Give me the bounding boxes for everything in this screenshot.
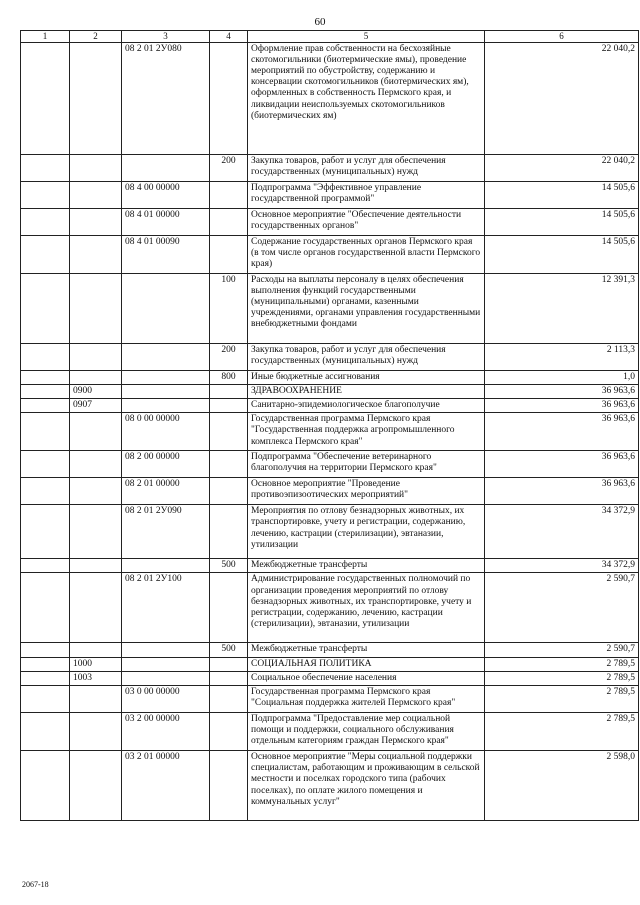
target-article-cell: 03 2 01 00000 — [122, 751, 210, 821]
expense-type-cell — [210, 181, 248, 208]
amount-cell: 34 372,9 — [485, 559, 639, 573]
name-cell: Государственная программа Пермского края "Социальная поддержка жителей Пермского края" — [248, 686, 485, 713]
amount-cell: 1,0 — [485, 370, 639, 384]
target-article-cell — [122, 559, 210, 573]
expense-type-cell: 100 — [210, 273, 248, 343]
table-row — [21, 343, 639, 370]
section-cell — [21, 451, 70, 478]
name-cell: Мероприятия по отлову безнадзорных животных, их транспортировке, учету и регистрации, содержанию, лечению, кастрации (стерилизации), эвтаназии, утилизации — [248, 505, 485, 559]
section-cell — [21, 573, 70, 643]
section-cell — [21, 671, 70, 685]
section-cell — [21, 208, 70, 235]
section-cell — [21, 273, 70, 343]
name-cell: Подпрограмма "Эффективное управление государственной программой" — [248, 181, 485, 208]
subsection-cell: 0907 — [70, 399, 122, 413]
target-article-cell: 08 2 00 00000 — [122, 451, 210, 478]
name-cell: Иные бюджетные ассигнования — [248, 370, 485, 384]
subsection-cell — [70, 370, 122, 384]
table-row — [21, 657, 639, 671]
target-article-cell — [122, 273, 210, 343]
expense-type-cell — [210, 413, 248, 451]
subsection-cell — [70, 154, 122, 181]
amount-cell: 14 505,6 — [485, 208, 639, 235]
table-row — [21, 154, 639, 181]
table-row — [21, 413, 639, 451]
target-article-cell: 08 2 01 00000 — [122, 478, 210, 505]
subsection-cell — [70, 643, 122, 657]
subsection-cell — [70, 343, 122, 370]
table-row — [21, 370, 639, 384]
section-cell — [21, 384, 70, 398]
name-cell: Администрирование государственных полномочий по организации проведения мероприятий по отлову безнадзорных животных, их транспортировке, учету и регистрации, содержанию, лечению, кастрации (стерилизации), эвтаназии, утилизации — [248, 573, 485, 643]
subsection-cell — [70, 273, 122, 343]
expense-type-cell: 500 — [210, 643, 248, 657]
amount-cell: 2 789,5 — [485, 671, 639, 685]
name-cell: Санитарно-эпидемиологическое благополучие — [248, 399, 485, 413]
target-article-cell: 08 2 01 2У100 — [122, 573, 210, 643]
amount-cell: 2 598,0 — [485, 751, 639, 821]
subsection-cell — [70, 451, 122, 478]
expense-type-cell — [210, 451, 248, 478]
name-cell: Оформление прав собственности на бесхозяйные скотомогильники (биотермические ямы), проведение мероприятий по обустройству, содержанию и консервации скотомогильников (биотермических ям), оформленных в собственность Пермского края, и ликвидации неиспользуемых скотомогильников (биотермических ям) — [248, 42, 485, 154]
amount-cell: 2 113,3 — [485, 343, 639, 370]
table-row — [21, 559, 639, 573]
expense-type-cell — [210, 478, 248, 505]
table-row — [21, 478, 639, 505]
subsection-cell — [70, 208, 122, 235]
subsection-cell — [70, 751, 122, 821]
amount-cell: 2 789,5 — [485, 713, 639, 751]
section-cell — [21, 713, 70, 751]
footer-code: 2067-18 — [22, 880, 49, 889]
name-cell: Содержание государственных органов Пермского края (в том числе органов государственной власти Пермского края) — [248, 235, 485, 273]
amount-cell: 36 963,6 — [485, 384, 639, 398]
subsection-cell — [70, 559, 122, 573]
name-cell: Закупка товаров, работ и услуг для обеспечения государственных (муниципальных) нужд — [248, 343, 485, 370]
subsection-cell — [70, 686, 122, 713]
subsection-cell — [70, 42, 122, 154]
expense-type-cell — [210, 208, 248, 235]
amount-cell: 2 789,5 — [485, 657, 639, 671]
section-cell — [21, 343, 70, 370]
amount-cell: 36 963,6 — [485, 478, 639, 505]
expense-type-cell — [210, 235, 248, 273]
subsection-cell — [70, 235, 122, 273]
subsection-cell — [70, 413, 122, 451]
section-cell — [21, 399, 70, 413]
table-row — [21, 208, 639, 235]
expense-type-cell — [210, 399, 248, 413]
section-cell — [21, 686, 70, 713]
name-cell: Социальное обеспечение населения — [248, 671, 485, 685]
amount-cell: 22 040,2 — [485, 154, 639, 181]
amount-cell: 22 040,2 — [485, 42, 639, 154]
table-row — [21, 751, 639, 821]
amount-cell: 36 963,6 — [485, 399, 639, 413]
amount-cell: 2 789,5 — [485, 686, 639, 713]
table-header — [21, 31, 639, 43]
table-row — [21, 643, 639, 657]
table-row — [21, 399, 639, 413]
section-cell — [21, 643, 70, 657]
column-header-5: 5 — [248, 31, 485, 43]
section-cell — [21, 505, 70, 559]
expense-type-cell — [210, 713, 248, 751]
column-header-4: 4 — [210, 31, 248, 43]
target-article-cell: 08 2 01 2У080 — [122, 42, 210, 154]
target-article-cell — [122, 384, 210, 398]
subsection-cell — [70, 478, 122, 505]
expense-type-cell — [210, 657, 248, 671]
target-article-cell: 03 0 00 00000 — [122, 686, 210, 713]
target-article-cell: 08 0 00 00000 — [122, 413, 210, 451]
name-cell: Основное мероприятие "Обеспечение деятельности государственных органов" — [248, 208, 485, 235]
section-cell — [21, 657, 70, 671]
name-cell: ЗДРАВООХРАНЕНИЕ — [248, 384, 485, 398]
table-row — [21, 505, 639, 559]
target-article-cell — [122, 643, 210, 657]
subsection-cell: 0900 — [70, 384, 122, 398]
column-header-3: 3 — [122, 31, 210, 43]
section-cell — [21, 235, 70, 273]
column-header-1: 1 — [21, 31, 70, 43]
table-row — [21, 573, 639, 643]
section-cell — [21, 42, 70, 154]
section-cell — [21, 370, 70, 384]
table-body — [21, 42, 639, 820]
target-article-cell: 08 4 01 00090 — [122, 235, 210, 273]
table-row — [21, 686, 639, 713]
name-cell: Межбюджетные трансферты — [248, 559, 485, 573]
amount-cell: 36 963,6 — [485, 413, 639, 451]
name-cell: Межбюджетные трансферты — [248, 643, 485, 657]
expense-type-cell — [210, 42, 248, 154]
section-cell — [21, 478, 70, 505]
table-row — [21, 235, 639, 273]
target-article-cell — [122, 343, 210, 370]
expense-type-cell — [210, 573, 248, 643]
target-article-cell: 08 2 01 2У090 — [122, 505, 210, 559]
subsection-cell — [70, 573, 122, 643]
subsection-cell — [70, 181, 122, 208]
table-row — [21, 451, 639, 478]
amount-cell: 36 963,6 — [485, 451, 639, 478]
name-cell: СОЦИАЛЬНАЯ ПОЛИТИКА — [248, 657, 485, 671]
subsection-cell: 1000 — [70, 657, 122, 671]
header-row — [21, 31, 639, 43]
table-row — [21, 273, 639, 343]
section-cell — [21, 154, 70, 181]
section-cell — [21, 751, 70, 821]
name-cell: Закупка товаров, работ и услуг для обеспечения государственных (муниципальных) нужд — [248, 154, 485, 181]
expense-type-cell: 800 — [210, 370, 248, 384]
amount-cell: 34 372,9 — [485, 505, 639, 559]
table-row — [21, 181, 639, 208]
amount-cell: 2 590,7 — [485, 573, 639, 643]
target-article-cell — [122, 370, 210, 384]
column-header-6: 6 — [485, 31, 639, 43]
column-header-2: 2 — [70, 31, 122, 43]
expense-type-cell: 200 — [210, 154, 248, 181]
target-article-cell — [122, 399, 210, 413]
target-article-cell: 03 2 00 00000 — [122, 713, 210, 751]
section-cell — [21, 413, 70, 451]
table-row — [21, 42, 639, 154]
target-article-cell — [122, 154, 210, 181]
name-cell: Расходы на выплаты персоналу в целях обеспечения выполнения функций государственными (муниципальными) органами, казенными учреждениями, органами управления государственными внебюджетными фондами — [248, 273, 485, 343]
amount-cell: 2 590,7 — [485, 643, 639, 657]
amount-cell: 14 505,6 — [485, 235, 639, 273]
expense-type-cell — [210, 686, 248, 713]
subsection-cell: 1003 — [70, 671, 122, 685]
subsection-cell — [70, 713, 122, 751]
subsection-cell — [70, 505, 122, 559]
amount-cell: 14 505,6 — [485, 181, 639, 208]
target-article-cell: 08 4 00 00000 — [122, 181, 210, 208]
section-cell — [21, 559, 70, 573]
name-cell: Подпрограмма "Обеспечение ветеринарного благополучия на территории Пермского края" — [248, 451, 485, 478]
target-article-cell — [122, 671, 210, 685]
expense-type-cell — [210, 384, 248, 398]
amount-cell: 12 391,3 — [485, 273, 639, 343]
name-cell: Основное мероприятие "Проведение противоэпизоотических мероприятий" — [248, 478, 485, 505]
section-cell — [21, 181, 70, 208]
table-row — [21, 384, 639, 398]
table-row — [21, 713, 639, 751]
expense-type-cell — [210, 671, 248, 685]
budget-table — [20, 30, 639, 821]
expense-type-cell — [210, 505, 248, 559]
expense-type-cell — [210, 751, 248, 821]
expense-type-cell: 200 — [210, 343, 248, 370]
target-article-cell — [122, 657, 210, 671]
page-number: 60 — [314, 16, 326, 28]
name-cell: Подпрограмма "Предоставление мер социальной помощи и поддержки, социального обслуживания отдельным категориям граждан Пермского края" — [248, 713, 485, 751]
table-row — [21, 671, 639, 685]
name-cell: Государственная программа Пермского края "Государственная поддержка агропромышленного комплекса Пермского края" — [248, 413, 485, 451]
target-article-cell: 08 4 01 00000 — [122, 208, 210, 235]
expense-type-cell: 500 — [210, 559, 248, 573]
name-cell: Основное мероприятие "Меры социальной поддержки специалистам, работающим и проживающим в сельской местности и поселках городского типа (рабочих поселках), по оплате жилого помещения и коммунальных услуг" — [248, 751, 485, 821]
